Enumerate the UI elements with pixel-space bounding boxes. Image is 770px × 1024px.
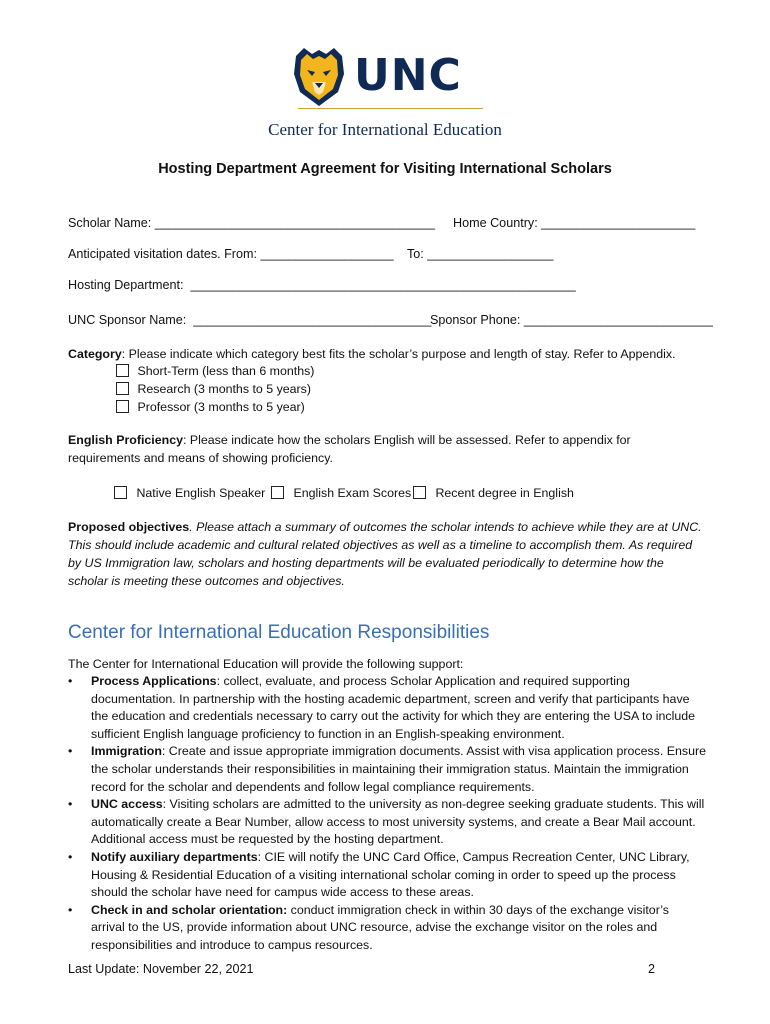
item-text: : Create and issue appropriate immigration documents. Assist with visa application process. Ensure the scholar understands their responsibilities in maintaining their immigration status. Maintain the immigration record for the scholar and dependents and follow legal compliance requirements. — [91, 744, 706, 794]
proposed-objectives — [68, 518, 704, 590]
english-option-degree[interactable] — [413, 484, 574, 502]
objectives-text: . Please attach a summary of outcomes the scholar intends to achieve while they are at UNC. This should include academic and cultural related objectives as well as a timeline to accomplish them. As required by US Immigration law, scholars and hosting departments will be evaluated periodically to determine how the scholar is meeting these outcomes and objectives. — [68, 520, 702, 588]
bullet-icon: • — [68, 797, 73, 812]
category-option-research[interactable] — [116, 380, 311, 398]
checkbox[interactable] — [413, 486, 426, 499]
option-label: English Exam Scores — [293, 486, 412, 500]
visit-to-field[interactable]: To: __________________ — [407, 247, 554, 261]
responsibilities-heading: Center for International Education Responsibilities — [68, 622, 490, 643]
item-title: Immigration — [91, 744, 162, 759]
list-item — [68, 849, 706, 902]
item-text: : collect, evaluate, and process Scholar Application and required supporting documentation. In partnership with the hosting academic department, screen and verify that participants have the education and credentials necessary to carry out the activity for which they are entering the USA to include sufficient English language proficiency to function in an English-speaking environment. — [91, 674, 696, 741]
english-option-native[interactable] — [114, 484, 265, 502]
checkbox[interactable] — [116, 400, 129, 413]
item-title: UNC access — [91, 797, 163, 812]
list-item — [68, 743, 706, 796]
checkbox[interactable] — [114, 486, 127, 499]
list-item — [68, 796, 706, 849]
center-name: Center for International Education — [268, 120, 502, 139]
item-text: : CIE will notify the UNC Card Office, Campus Recreation Center, UNC Library, Housing & Residential Education of a visiting international scholar coming in order to speed up the process should the scholar have need for campus wide access to these areas. — [91, 849, 690, 900]
item-text: conduct immigration check in within 30 days of the exchange visitor’s arrival to the US, provide information about UNC resource, advise the exchange visitor on the roles and responsibilities and introduce to campus resources. — [91, 902, 669, 952]
option-label: Professor (3 months to 5 year) — [137, 400, 305, 414]
checkbox[interactable] — [116, 364, 129, 377]
option-label: Recent degree in English — [435, 486, 574, 500]
hosting-department-field[interactable]: Hosting Department: _______________________________________________________ — [68, 278, 576, 292]
logo-wordmark: UNC — [354, 50, 462, 101]
visit-from-field[interactable]: Anticipated visitation dates. From: ___________________ — [68, 247, 394, 261]
bullet-icon: • — [68, 849, 73, 864]
sponsor-phone-field[interactable]: Sponsor Phone: ___________________________ — [430, 313, 713, 327]
category-text: : Please indicate which category best fits the scholar’s purpose and length of stay. Refer to Appendix. — [121, 347, 676, 361]
english-heading: English Proficiency — [68, 433, 183, 447]
objectives-heading: Proposed objectives — [68, 520, 190, 534]
item-title: Process Applications — [91, 674, 217, 688]
bullet-icon: • — [68, 744, 73, 759]
checkbox[interactable] — [271, 486, 284, 499]
english-option-exam[interactable] — [271, 484, 411, 502]
item-text: : Visiting scholars are admitted to the university as non-degree seeking graduate students. This will automatically create a Bear Number, allow access to most university systems, and create a Bear Mail account. Additional access must be requested by the hosting department. — [91, 797, 705, 847]
responsibilities-list — [68, 673, 706, 955]
item-title: Notify auxiliary departments — [91, 849, 258, 864]
option-label: Research (3 months to 5 years) — [137, 382, 311, 396]
scholar-name-field[interactable]: Scholar Name: ________________________________________ — [68, 216, 435, 230]
sponsor-name-field[interactable]: UNC Sponsor Name: __________________________________ — [68, 313, 432, 327]
bullet-icon: • — [68, 902, 73, 917]
list-item — [68, 673, 706, 743]
document-title: Hosting Department Agreement for Visiting International Scholars — [158, 161, 612, 177]
checkbox[interactable] — [116, 382, 129, 395]
english-proficiency-prompt — [68, 431, 658, 467]
page-number: 2 — [648, 962, 656, 976]
home-country-field[interactable]: Home Country: ______________________ — [453, 216, 696, 230]
category-heading: Category — [68, 347, 122, 361]
option-label: Short-Term (less than 6 months) — [137, 364, 315, 378]
category-option-short-term[interactable] — [116, 362, 314, 380]
list-item — [68, 902, 706, 955]
bear-logo-icon — [290, 46, 348, 108]
last-update: Last Update: November 22, 2021 — [68, 962, 254, 976]
logo-divider — [298, 108, 483, 109]
category-option-professor[interactable] — [116, 398, 305, 416]
english-text: : Please indicate how the scholars English will be assessed. Refer to appendix for requirements and means of showing proficiency. — [68, 433, 631, 465]
responsibilities-intro: The Center for International Education will provide the following support: — [68, 657, 464, 671]
bullet-icon: • — [68, 674, 73, 688]
item-title: Check in and scholar orientation: — [91, 902, 288, 917]
option-label: Native English Speaker — [136, 486, 266, 500]
category-prompt — [68, 345, 718, 363]
